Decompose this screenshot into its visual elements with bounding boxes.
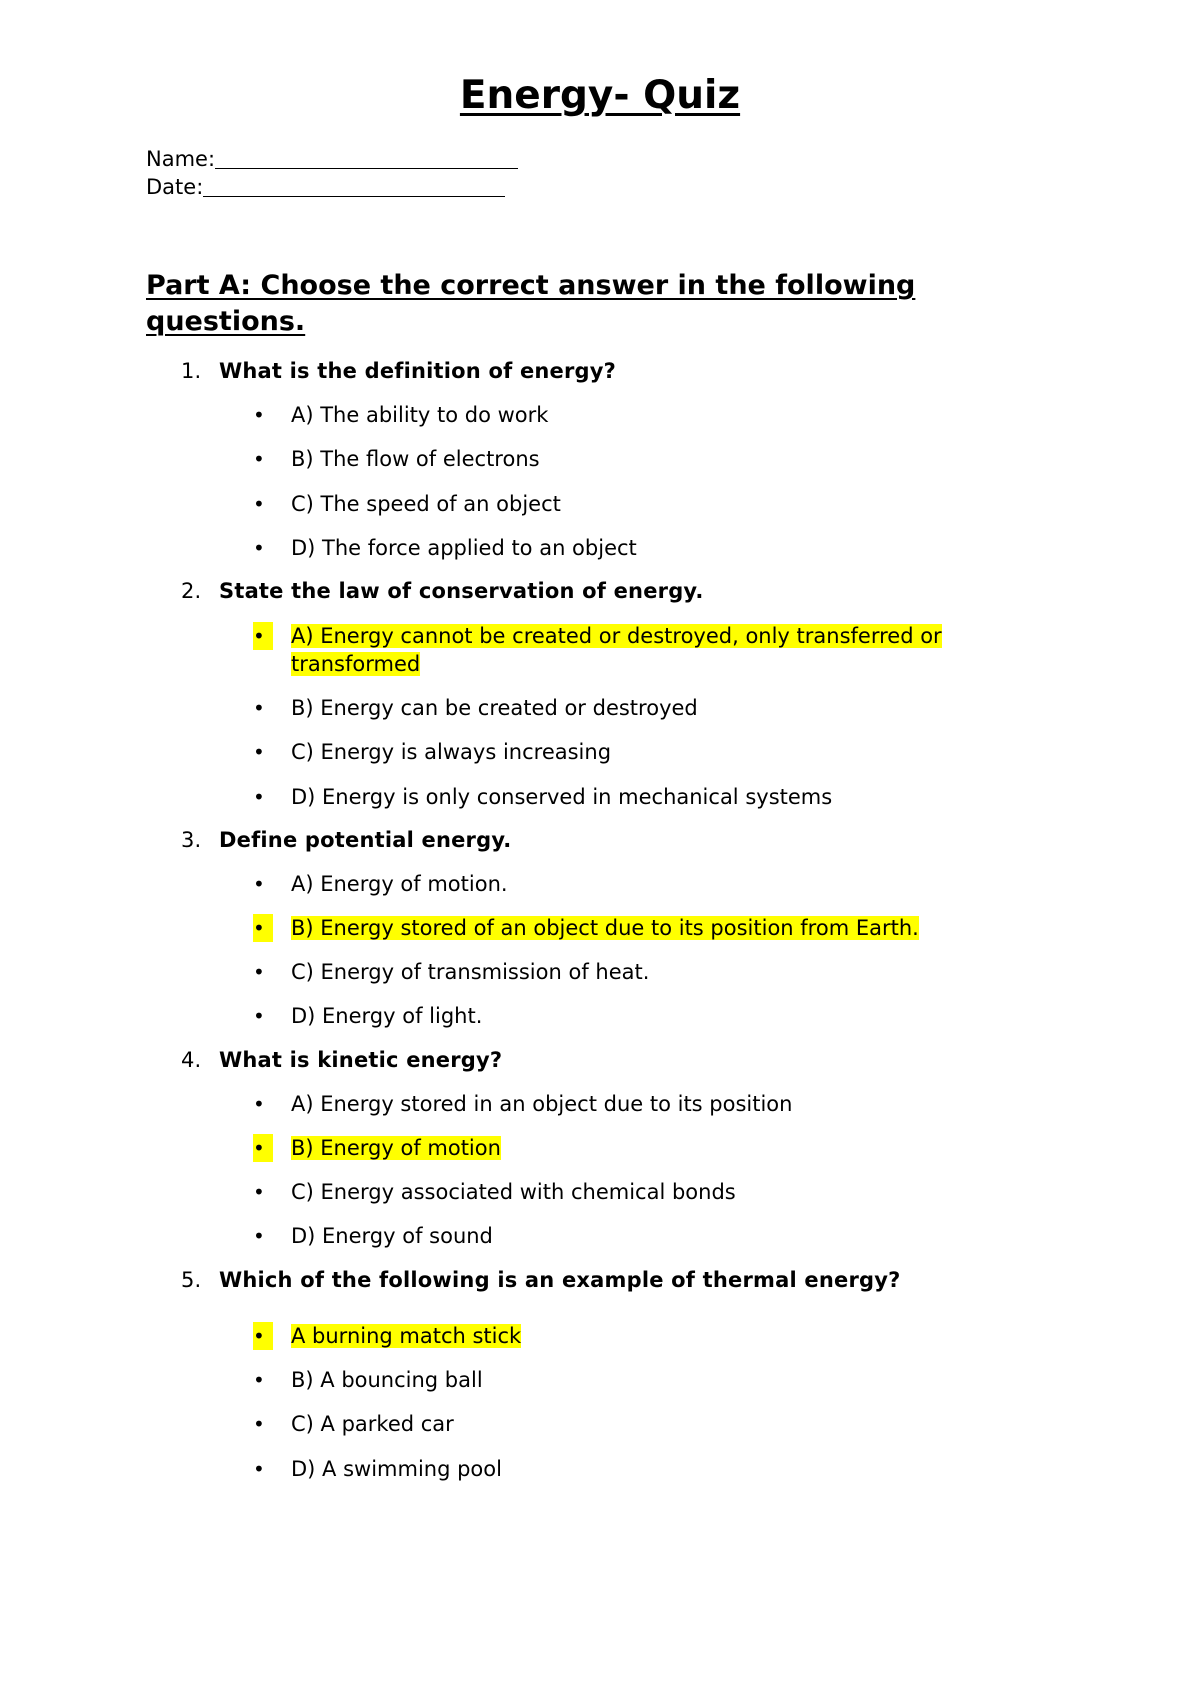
q5-option-a bbox=[253, 1322, 1013, 1350]
bullet-icon: • bbox=[253, 1412, 265, 1436]
option-text: C) Energy associated with chemical bonds bbox=[291, 1180, 736, 1204]
q3-option-a bbox=[253, 870, 1013, 898]
question-text: Which of the following is an example of thermal energy? bbox=[219, 1268, 901, 1292]
q2-option-a bbox=[253, 622, 1013, 678]
option-text: A) The ability to do work bbox=[291, 403, 549, 427]
option-text bbox=[291, 622, 1013, 678]
option-text bbox=[291, 1322, 1013, 1350]
question-number: 2. bbox=[181, 579, 202, 603]
title-text: Energy- Quiz bbox=[459, 73, 741, 118]
bullet-icon: • bbox=[253, 536, 265, 560]
option-text: C) Energy is always increasing bbox=[291, 740, 612, 764]
option-text: A) Energy of motion. bbox=[291, 872, 508, 896]
highlighted-answer: A burning match stick bbox=[291, 1324, 522, 1348]
q1-option-c bbox=[253, 490, 1013, 518]
bullet-icon: • bbox=[253, 1368, 265, 1392]
option-text: A) Energy stored in an object due to its position bbox=[291, 1092, 793, 1116]
q3-option-d bbox=[253, 1002, 1013, 1030]
option-text: D) Energy of light. bbox=[291, 1004, 483, 1028]
question-text: State the law of conservation of energy. bbox=[219, 579, 704, 603]
q2-option-d bbox=[253, 783, 1013, 811]
q2-option-b bbox=[253, 694, 1013, 722]
option-text: D) The force applied to an object bbox=[291, 536, 637, 560]
question-5 bbox=[181, 1266, 901, 1294]
question-number: 3. bbox=[181, 828, 202, 852]
q1-option-d bbox=[253, 534, 1013, 562]
q5-option-b bbox=[253, 1366, 1013, 1394]
option-text bbox=[291, 1134, 1013, 1162]
q3-option-c bbox=[253, 958, 1013, 986]
q4-option-c bbox=[253, 1178, 1013, 1206]
bullet-icon: • bbox=[253, 403, 265, 427]
question-2 bbox=[181, 577, 704, 605]
name-label: Name: bbox=[146, 147, 216, 171]
q5-option-c bbox=[253, 1410, 1013, 1438]
question-text: What is the definition of energy? bbox=[219, 359, 617, 383]
name-blank-line bbox=[215, 148, 518, 169]
q1-option-a bbox=[253, 401, 1013, 429]
part-a-heading-text: Part A: Choose the correct answer in the following questions. bbox=[146, 270, 916, 337]
highlighted-answer: B) Energy of motion bbox=[291, 1136, 501, 1160]
q3-option-b bbox=[253, 914, 1013, 942]
question-text: What is kinetic energy? bbox=[219, 1048, 503, 1072]
option-text: C) The speed of an object bbox=[291, 492, 561, 516]
bullet-icon: • bbox=[253, 1457, 265, 1481]
bullet-icon: • bbox=[253, 696, 265, 720]
question-number: 1. bbox=[181, 359, 202, 383]
bullet-icon: • bbox=[253, 1134, 273, 1162]
option-text: B) A bouncing ball bbox=[291, 1368, 483, 1392]
q4-option-d bbox=[253, 1222, 1013, 1250]
option-text: C) Energy of transmission of heat. bbox=[291, 960, 650, 984]
bullet-icon: • bbox=[253, 785, 265, 809]
bullet-icon: • bbox=[253, 1092, 265, 1116]
q1-option-b bbox=[253, 445, 1013, 473]
bullet-icon: • bbox=[253, 622, 273, 650]
page-title bbox=[0, 72, 1200, 120]
bullet-icon: • bbox=[253, 914, 273, 942]
option-text bbox=[291, 914, 1013, 942]
bullet-icon: • bbox=[253, 447, 265, 471]
question-number: 5. bbox=[181, 1268, 202, 1292]
date-blank-line bbox=[203, 176, 505, 197]
bullet-icon: • bbox=[253, 1004, 265, 1028]
bullet-icon: • bbox=[253, 740, 265, 764]
q2-option-c bbox=[253, 738, 1013, 766]
option-text: D) Energy is only conserved in mechanical systems bbox=[291, 785, 833, 809]
bullet-icon: • bbox=[253, 872, 265, 896]
option-text: D) Energy of sound bbox=[291, 1224, 493, 1248]
q4-option-b bbox=[253, 1134, 1013, 1162]
bullet-icon: • bbox=[253, 960, 265, 984]
question-number: 4. bbox=[181, 1048, 202, 1072]
part-a-heading bbox=[146, 268, 1006, 340]
q5-option-d bbox=[253, 1455, 1013, 1483]
question-text: Define potential energy. bbox=[219, 828, 512, 852]
date-label: Date: bbox=[146, 175, 204, 199]
option-text: B) The flow of electrons bbox=[291, 447, 540, 471]
option-text: D) A swimming pool bbox=[291, 1457, 502, 1481]
bullet-icon: • bbox=[253, 1322, 273, 1350]
q4-option-a bbox=[253, 1090, 1013, 1118]
question-3 bbox=[181, 826, 511, 854]
bullet-icon: • bbox=[253, 1224, 265, 1248]
option-text: B) Energy can be created or destroyed bbox=[291, 696, 698, 720]
question-4 bbox=[181, 1046, 502, 1074]
question-1 bbox=[181, 357, 616, 385]
bullet-icon: • bbox=[253, 1180, 265, 1204]
highlighted-answer: B) Energy stored of an object due to its position from Earth. bbox=[291, 916, 919, 940]
highlighted-answer: A) Energy cannot be created or destroyed, only transferred or transformed bbox=[291, 624, 942, 676]
bullet-icon: • bbox=[253, 492, 265, 516]
option-text: C) A parked car bbox=[291, 1412, 454, 1436]
name-field bbox=[146, 145, 518, 173]
date-field bbox=[146, 173, 505, 201]
